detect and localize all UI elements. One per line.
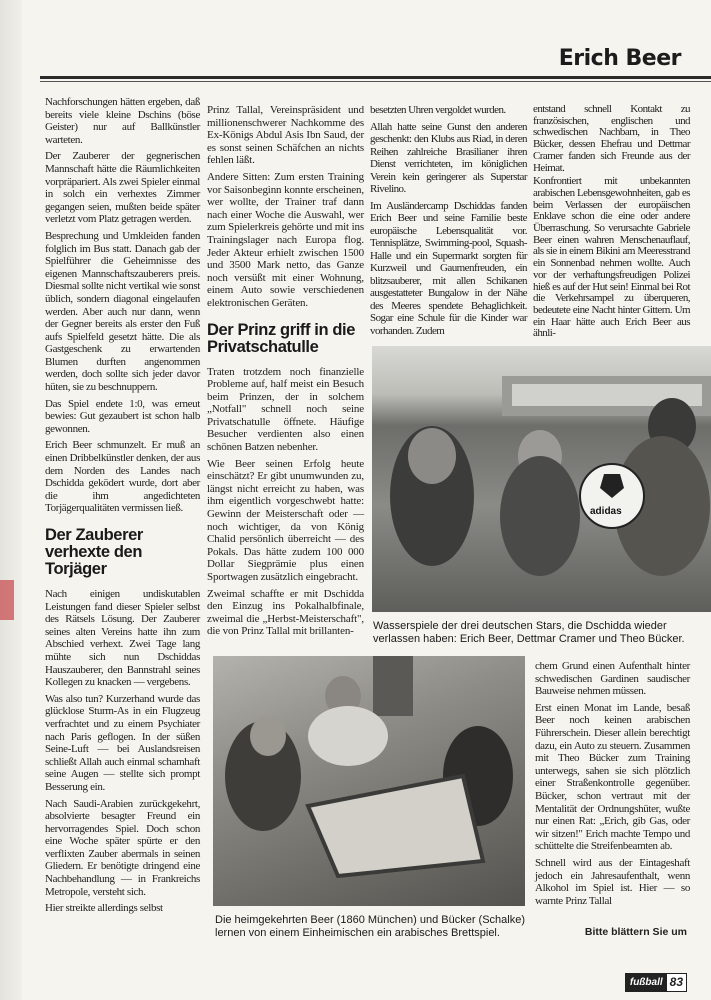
paragraph: Prinz Tallal, Vereinspräsident und millionenschwerer Nachkomme des Ex-Königs Abdul Asis Ibn Saud, der es sonst seinen Schäfchen an nichts fehlen läßt. [207,104,364,167]
paragraph: Traten trotzdem noch finanzielle Probleme auf, half meist ein Besuch beim Prinzen, der in solchem „Notfall" schnell noch seine Privatschatulle öffnete. Häufige Besucher verdienten also einen schönen Batzen nebenher. [207,365,364,454]
paragraph: Erst einen Monat im Lande, besaß Beer noch keinen arabischen Führerschein. Dieser allein berechtigt dazu, ein Auto zu steuern. Zusammen mit Theo Bücker zum Training unterwegs, sahen sie sich plötzlich einer Straßenkontrolle gegenüber. Bücker, schon vertraut mit der Mentalität der Ordnungshüter, wußte nur einen Rat: „Erich, gib Gas, oder wir sitzen!" Erich machte Tempo und schüttelte die Streifenbeamten ab. [535,701,690,853]
paragraph: Im Ausländercamp Dschiddas fanden Erich Beer und seine Familie beste europäische Lebensqualität vor. Tennisplätze, Swimming-pool, Squash-Halle und ein Supermarkt sorgten für Kurzweil und Gaumenfreuden, ein blitzsauberer, mit allen Schikanen ausgestatteter Bungalow in der Nähe des Meeres spendete Behaglichkeit. Sogar eine Schule für die Kinder war vorhanden. Zudem [370,199,527,337]
magazine-brand: fußball [626,974,667,991]
paragraph: Andere Sitten: Zum ersten Training vor Saisonbeginn konnte erscheinen, wer wollte, der Trainer traf dann nach einer Woche die Auswahl, wer zum Spielerkreis gehörte und mit ins Trainingslager nach Europa flog. Jeder Akteur erhielt zwischen 1500 und 3500 Mark netto, das Ganze noch versüßt mit einer Wohnung, einem Auto sowie verschiedenen elektronischen Geräten. [207,170,364,309]
paragraph: Wie Beer seinen Erfolg heute einschätzt? Er gibt unumwunden zu, längst nicht erreicht zu haben, was ihm eigentlich vorgeschwebt hatte: Gewinn der Meisterschaft oder — noch wichtiger, da von König Chalid persönlich überreicht — des Pokals. Das hätte zudem 100 000 Dollar Siegprämie plus einen Sportwagen zusätzlich eingebracht. [207,457,364,583]
board-game-photo [213,656,525,906]
paragraph: Nachforschungen hätten ergeben, daß bereits viele kleine Dschins (böse Geister) nur auf Ballkünstler warteten. [45,96,200,146]
paragraph: Konfrontiert mit unbekannten arabischen Lebensgewohnheiten, gab es beim Verlassen der europäischen Enklave schon die eine oder andere Überraschung. So verursachte Gabriele Beer einen wahren Menschenauflauf, als sie in einem Bikini am Meeresstrand ein Sonnenbad nehmen wollte. Auch vor der verhaftungsfreudigen Polizei hieß es auf der Hut sein! Einmal bei Rot die Verkehrsampel zu überqueren, bedeutete eine Nacht hinter Gittern. Um ein Haar hätte auch Erich Beer aus ähnli- [533,175,690,340]
column-4-bottom [535,660,690,911]
page-number: 83 [667,974,686,991]
paragraph: besetzten Uhren vergoldet wurden. [370,104,506,116]
header-rule-thin [40,81,711,82]
paragraph: Das Spiel endete 1:0, was erneut bewies: Gut gezaubert ist schon halb gewonnen. [45,397,200,435]
column-1 [45,96,200,919]
pool-photo-caption: Wasserspiele der drei deutschen Stars, die Dschidda wieder verlassen haben: Erich Beer, Dettmar Cramer und Theo Bücker. [373,620,685,645]
paragraph: chem Grund einen Aufenthalt hinter schwedischen Gardinen saudischer Bauweise nehmen müssen. [535,660,690,698]
adjacent-page-photo-fragment [0,580,14,620]
column-3 [370,104,527,341]
paragraph: entstand schnell Kontakt zu französischen, englischen und schwedischen Nachbarn, in Theo Bücker, dessen Ehefrau und Dettmar Cramer fanden sich Freunde aus der Heimat. [533,103,690,174]
column-2 [207,104,364,642]
column-4-top [533,104,690,342]
paragraph: Der Zauberer der gegnerischen Mannschaft hätte die Räumlichkeiten vorpräpariert. Als zwei Spieler einmal in solch ein verhextes Zimmer gegangen seien, mußten beide später verletzt vom Platz getragen werden. [45,150,200,226]
magazine-logo [625,973,687,992]
board-game-photo-caption: Die heimgekehrten Beer (1860 München) und Bücker (Schalke) lernen von einem Einheimischen ein arabisches Brettspiel. [215,914,525,939]
paragraph: Nach einigen undiskutablen Leistungen fand dieser Spieler selbst des Rätsels Lösung. Der Zauberer seines alten Vereins hatte ihn zum Abschied verhext. Zwei Tage lang mühte sich nun Dschiddas Hauszauberer, den Bannstrahl seines Kollegen zu knacken — vergebens. [45,588,200,689]
header-rule [40,76,711,79]
paragraph: Erich Beer schmunzelt. Er muß an einen Dribbelkünstler denken, der aus dem Norden des Landes nach Dschidda geködert wurde, dort aber die ihm angedichteten Torjägerqualitäten vermissen ließ. [45,439,200,515]
paragraph: Nach Saudi-Arabien zurückgekehrt, absolvierte besagter Freund ein hervorragendes Spiel. Doch schon eine Woche später spürte er den verflixten Zauber abermals in seinen Gliedern. Er benötigte dringend eine Nachbehandlung — in Frankreichs Metropole, versteht sich. [45,797,200,898]
article-title: Erich Beer [558,46,681,71]
continue-notice: Bitte blättern Sie um [584,926,687,938]
paragraph: Allah hatte seine Gunst den anderen geschenkt: den Klubs aus Riad, in deren Reihen zahlreiche Brasilianer ihren Dienst verrichteten, im königlichen Verein kein geringerer als Superstar Rivelino. [370,120,527,195]
adjacent-page-edge [0,0,22,1000]
subheading: Der Prinz griff in die Privatschatulle [207,320,355,356]
paragraph: Schnell wird aus der Eintageshaft jedoch ein Jahresaufenthalt, wenn Alkohol im Spiel ist. Hier — so warnte Prinz Tallal [535,856,690,907]
subheading: Der Zauberer verhexte den Torjäger [45,526,143,578]
pool-photo [372,346,711,612]
board-game-scene [213,656,525,906]
paragraph: Zweimal schaffte er mit Dschidda den Einzug ins Pokalhalbfinale, zweimal die „Herbst-Meisterschaft", die von Prinz Tallal mit brillanten- [207,587,364,638]
ball-brand-label: adidas [590,506,622,517]
paragraph: Was also tun? Kurzerhand wurde das glücklose Sturm-As in ein Flugzeug verfrachtet und zu einem Psychiater nach Paris geflogen. In der süßen Seine-Luft — bei Auslandsreisen schließt Allah auch einmal schamhaft seine Augen — stellte sich prompt Besserung ein. [45,692,200,793]
paragraph: Besprechung und Umkleiden fanden folglich im Bus statt. Danach gab der Spielführer die Geheimnisse des eigenen Mannschaftszauberers preis. Diesmal sollte nicht vertikal wie sonst üblich, sondern diagonal eingelaufen werden. Aber auch nur dann, wenn der Gegner bereits als erster den Fuß aufs Spielfeld gesetzt hätte. Die als Gastgeschenk zu erwartenden Blumen durften angenommen werden, doch sollte sich jeder davor hüten, sie zu beschnuppern. [45,229,200,394]
pool-scene [372,346,711,612]
paragraph: Hier streikte allerdings selbst [45,902,163,915]
